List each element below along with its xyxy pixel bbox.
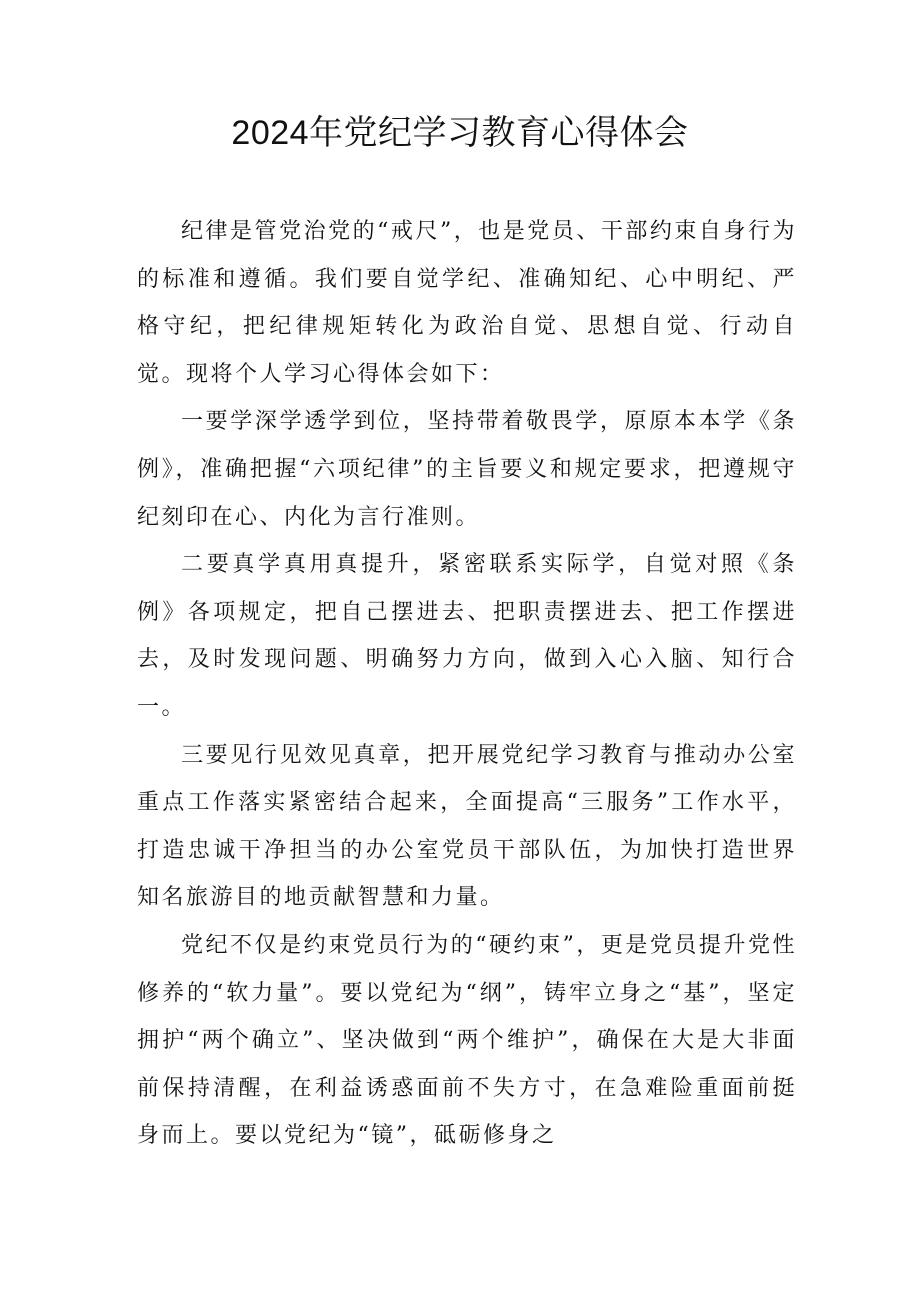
paragraph-point-three: 三要见行见效见真章，把开展党纪学习教育与推动办公室重点工作落实紧密结合起来，全面提高“三服务”工作水平，打造忠诚干净担当的办公室党员干部队伍，为加快打造世界知名旅游目的地贡献智慧和力量。 <box>137 742 797 911</box>
paragraph-party-discipline: 党纪不仅是约束党员行为的“硬约束”，更是党员提升党性修养的“软力量”。要以党纪为“纲”，铸牢立身之“基”，坚定拥护“两个确立”、坚决做到“两个维护”，确保在大是大非面前保持清醒，在利益诱惑面前不失方寸，在急难险重面前挺身而上。要以党纪为“镜”，砥砺修身之 <box>137 932 797 1149</box>
paragraph-intro: 纪律是管党治党的“戒尺”，也是党员、干部约束自身行为的标准和遵循。我们要自觉学纪、准确知纪、心中明纪、严格守纪，把纪律规矩转化为政治自觉、思想自觉、行动自觉。现将个人学习心得体会如下： <box>137 219 797 387</box>
document-title: 2024年党纪学习教育心得体会 <box>231 114 689 152</box>
paragraph-point-one: 一要学深学透学到位，坚持带着敬畏学，原原本本学《条例》，准确把握“六项纪律”的主旨要义和规定要求，把遵规守纪刻印在心、内化为言行准则。 <box>137 409 797 530</box>
paragraph-point-two: 二要真学真用真提升，紧密联系实际学，自觉对照《条例》各项规定，把自己摆进去、把职责摆进去、把工作摆进去，及时发现问题、明确努力方向，做到入心入脑、知行合一。 <box>137 552 797 720</box>
document-body <box>137 208 797 1160</box>
